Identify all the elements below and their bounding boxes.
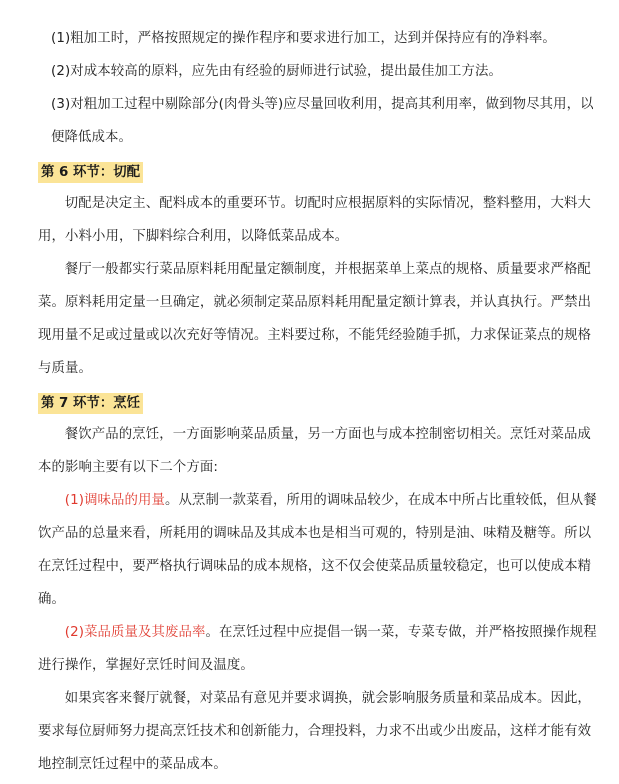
list-item-recycling: (3)对粗加工过程中剔除部分(肉骨头等)应尽量回收利用，提高其利用率，做到物尽其用，以便降低成本。 [51, 97, 594, 145]
section-7-item-seasoning [38, 484, 599, 616]
section-6-paragraph-2: 餐厅一般都实行菜品原料耗用配量定额制度，并根据菜单上菜点的规格、质量要求严格配菜。原料耗用定量一旦确定，就必须制定菜品原料耗用配量定额计算表，并认真执行。严禁出现用量不足或过量或以次充好等情况。主料要过称，不能凭经验随手抓，力求保证菜点的规格与质量。 [38, 262, 592, 376]
list-item-rough-processing: (1)粗加工时，严格按照规定的操作程序和要求进行加工，达到并保持应有的净料率。 [51, 31, 556, 46]
section-7-item-quality [38, 616, 599, 682]
section-7-heading-line [38, 385, 599, 418]
list-item-costly-material: (2)对成本较高的原料，应先由有经验的厨师进行试验，提出最佳加工方法。 [51, 64, 502, 79]
section-7-paragraph-2: 如果宾客来餐厅就餐，对菜品有意见并要求调换，就会影响服务质量和菜品成本。因此，要求每位厨师努力提高烹饪技术和创新能力，合理投料，力求不出或少出废品，这样才能有效地控制烹饪过程中的菜品成本。 [38, 691, 592, 772]
section-7-heading: 第 7 环节：烹饪 [38, 393, 143, 414]
section-6-heading-line [38, 154, 599, 187]
section-6-heading: 第 6 环节：切配 [38, 162, 143, 183]
seasoning-label: (1)调味品的用量 [64, 493, 166, 508]
section-6-paragraph-1: 切配是决定主、配料成本的重要环节。切配时应根据原料的实际情况，整料整用，大料大用，小料小用，下脚料综合利用，以降低菜品成本。 [38, 196, 591, 244]
quality-label: (2)菜品质量及其废品率 [64, 625, 206, 640]
section-7-paragraph-1: 餐饮产品的烹饪，一方面影响菜品质量，另一方面也与成本控制密切相关。烹饪对菜品成本的影响主要有以下二个方面: [38, 427, 591, 475]
seasoning-text: 。从烹制一款菜看，所用的调味品较少，在成本中所占比重较低，但从餐饮产品的总量来看，所耗用的调味品及其成本也是相当可观的，特别是油、味精及糖等。所以在烹饪过程中，要严格执行调味品的成本规格，这不仅会使菜品质量较稳定，也可以使成本精确。 [38, 493, 597, 607]
quality-text: 。在烹饪过程中应提倡一锅一菜，专菜专做，并严格按照操作规程进行操作，掌握好烹饪时间及温度。 [38, 625, 597, 673]
